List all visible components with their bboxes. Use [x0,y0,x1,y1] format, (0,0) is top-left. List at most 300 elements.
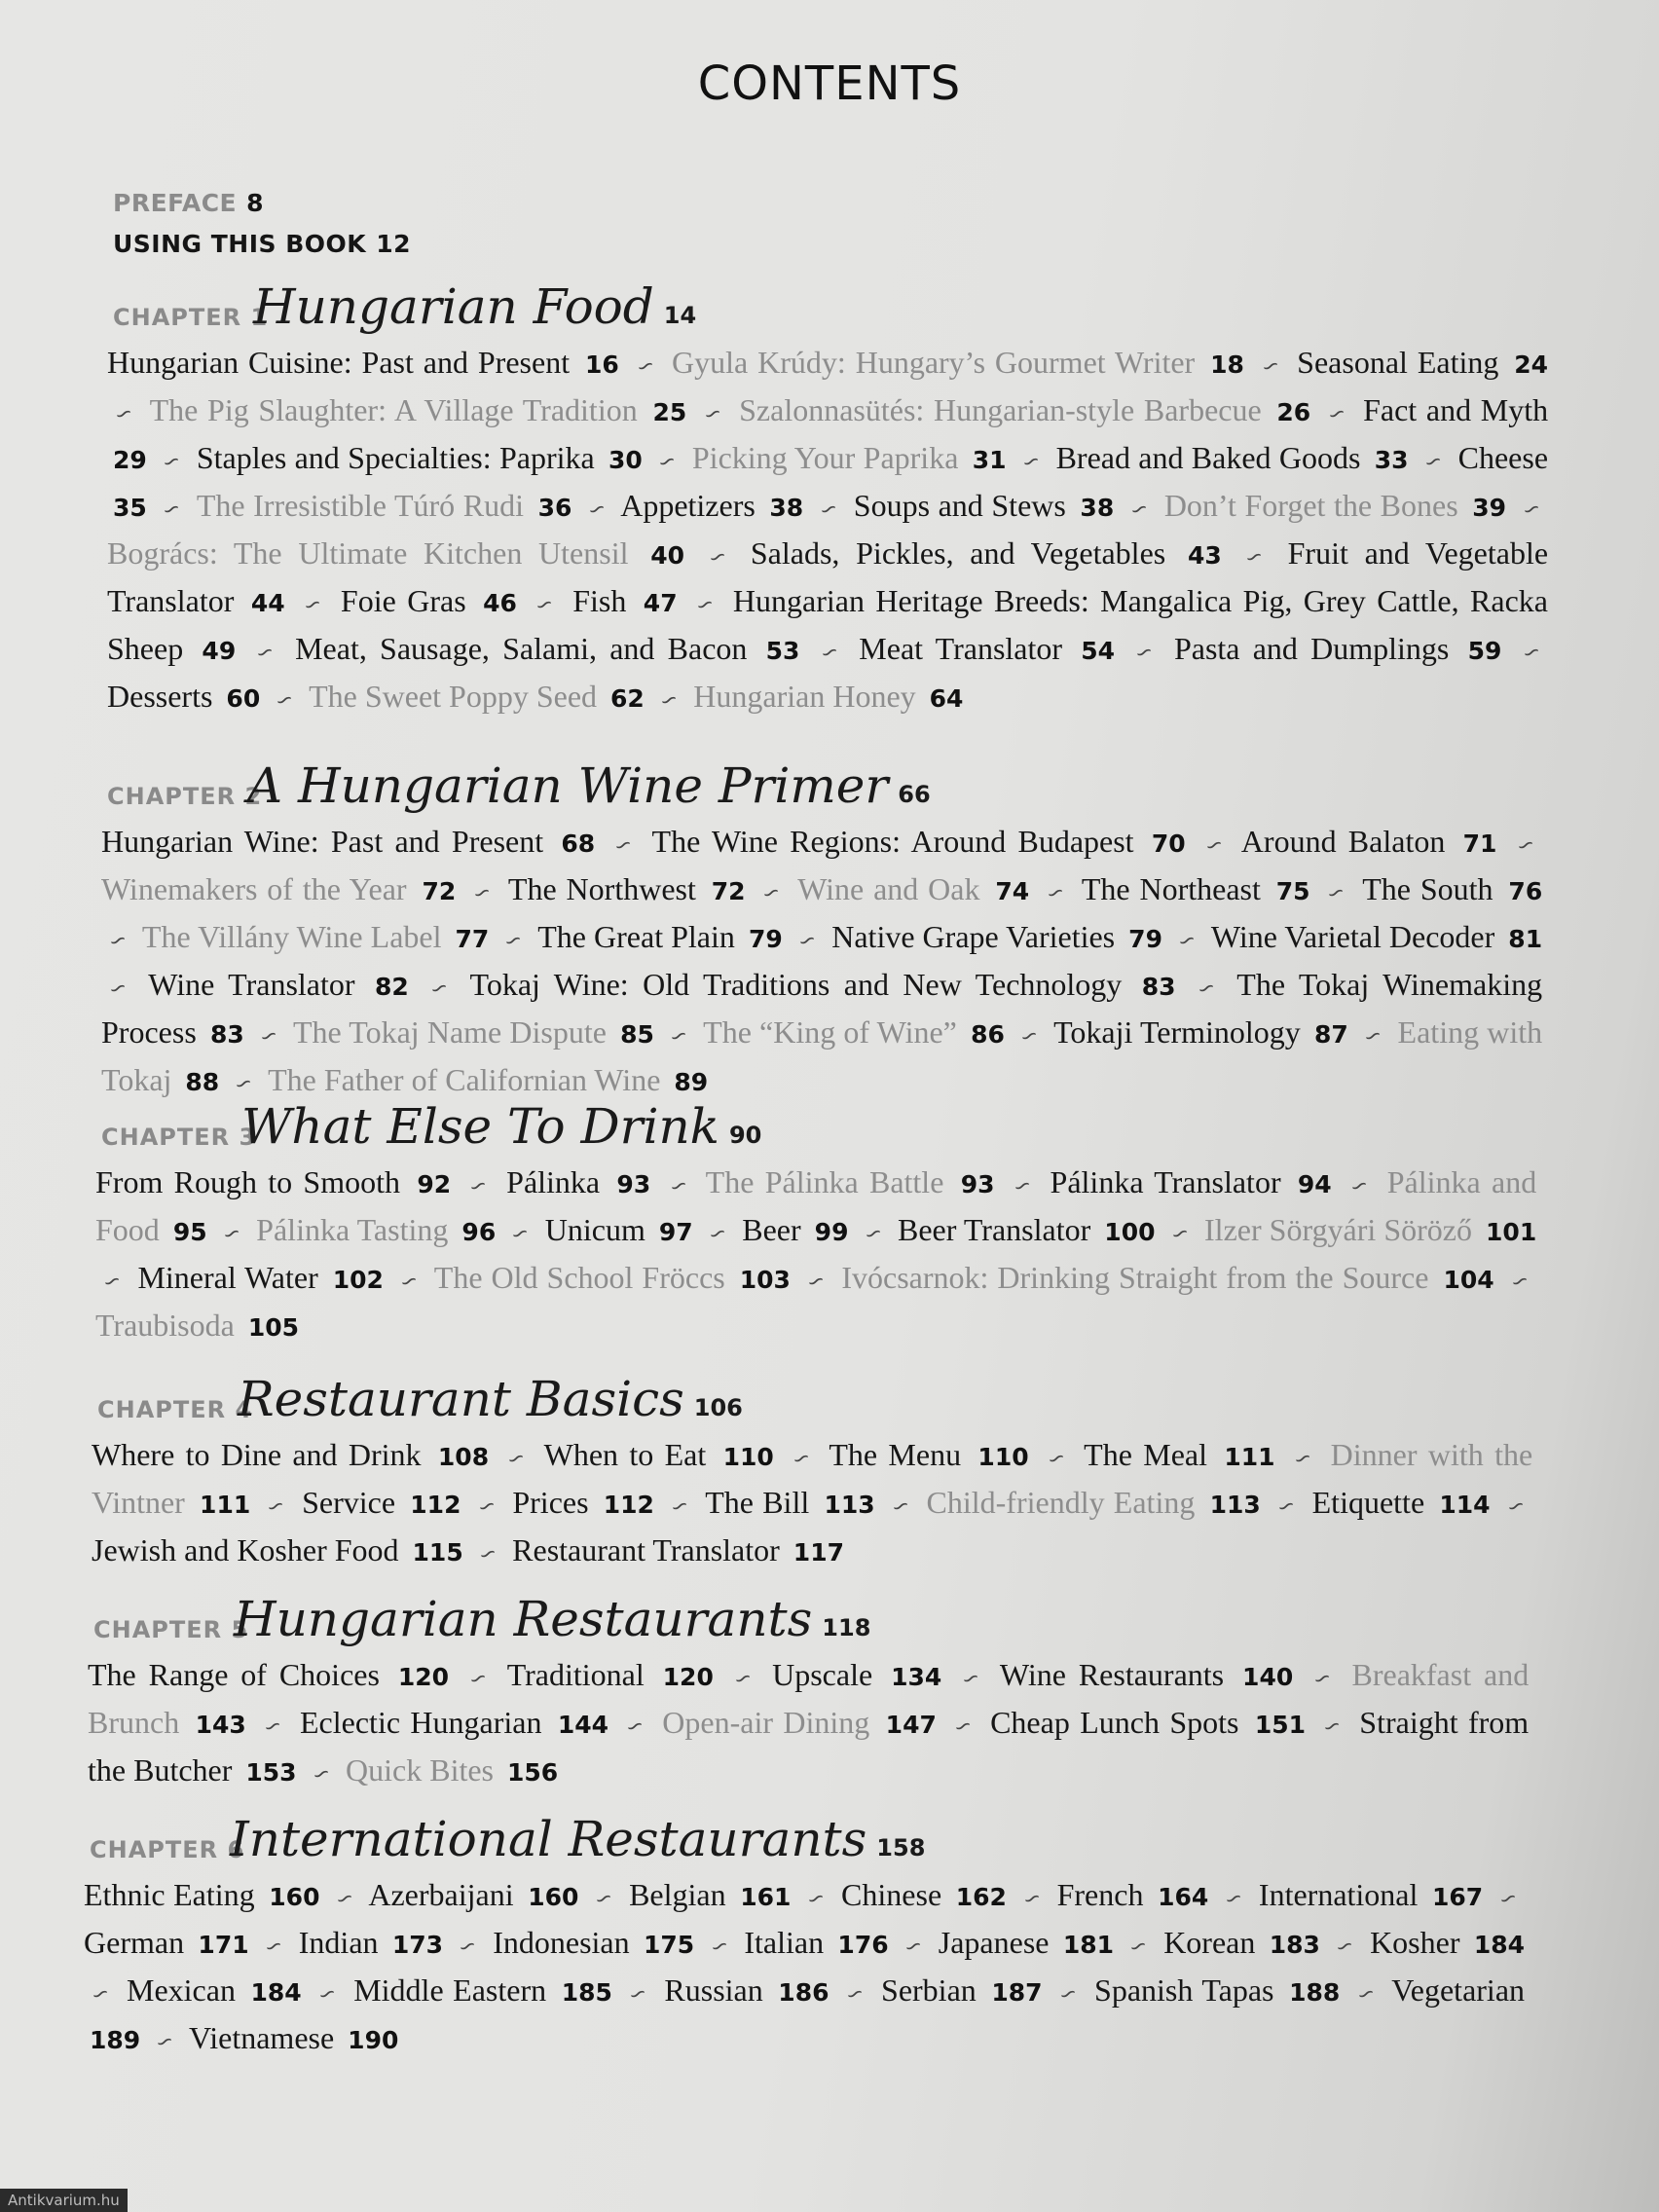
toc-entry-page: 70 [1151,830,1186,858]
swirl-ornament-icon: ∽ [583,495,610,525]
swirl-ornament-icon: ∽ [252,638,279,668]
chapter-label: CHAPTER 1 [113,304,269,331]
toc-entry[interactable] [341,583,517,618]
swirl-ornament-icon: ∽ [455,1932,482,1962]
toc-entry[interactable] [1174,631,1501,666]
toc-entry-title: The Pig Slaughter: A Village Tradition [149,392,638,427]
toc-entry-title: Desserts [107,679,213,714]
toc-entry[interactable] [772,1657,941,1692]
toc-entry-page: 134 [891,1663,942,1691]
toc-entry[interactable] [662,1705,937,1740]
swirl-ornament-icon: ∽ [590,1884,617,1914]
toc-entry[interactable] [299,1925,443,1960]
toc-entry-page: 79 [1128,925,1162,953]
toc-entry-title: Pálinka and Food [95,1164,1537,1247]
toc-entry-title: The South [1362,871,1493,906]
chapter-page: 106 [693,1394,743,1421]
toc-entry-page: 16 [585,350,619,379]
toc-entry-page: 161 [740,1883,792,1911]
toc-entry-title: Pálinka Tasting [256,1212,449,1247]
toc-entry[interactable] [854,488,1114,523]
toc-entry-page: 181 [1062,1931,1115,1959]
toc-entry[interactable] [1211,919,1542,954]
toc-entry-title: Ivócsarnok: Drinking Straight from the Source [841,1260,1429,1295]
swirl-ornament-icon: ∽ [802,1884,830,1914]
toc-entry-page: 79 [748,925,783,953]
swirl-ornament-icon: ∽ [1017,447,1045,477]
toc-entry-page: 101 [1486,1218,1537,1246]
toc-entry[interactable] [706,1164,995,1199]
swirl-ornament-icon: ∽ [957,1664,985,1694]
front-matter [113,183,411,265]
toc-entry[interactable] [1204,1212,1536,1247]
toc-entry-title: Tokaj Wine: Old Traditions and New Technology [469,967,1123,1002]
toc-entry-title: Szalonnasütés: Hungarian-style Barbecue [739,392,1262,427]
toc-entry[interactable] [92,1437,489,1472]
swirl-ornament-icon: ∽ [473,1492,500,1522]
swirl-ornament-icon: ∽ [841,1979,868,2009]
toc-entry[interactable] [150,392,687,427]
chapter-page: 158 [876,1834,926,1862]
toc-entry[interactable] [507,1657,714,1692]
toc-entry-page: 44 [250,589,285,617]
toc-entry-title: Salads, Pickles, and Vegetables [750,535,1166,571]
toc-entry-title: Ethnic Eating [84,1877,255,1912]
toc-entry[interactable] [841,1877,1007,1912]
toc-entry[interactable] [1297,345,1548,380]
chapter-4 [92,1373,1532,1576]
toc-entry-title: The Irresistible Túró Rudi [196,488,524,523]
chapter-label: CHAPTER 2 [107,783,263,810]
toc-entry[interactable] [1053,1014,1348,1050]
toc-entry-page: 36 [537,494,572,522]
toc-entry-title: Traditional [506,1657,645,1692]
toc-entry[interactable] [88,1657,449,1692]
toc-entry-title: Where to Dine and Drink [92,1437,422,1472]
toc-entry[interactable] [537,919,782,954]
toc-entry-page: 167 [1432,1883,1484,1911]
chapter-page: 14 [663,302,697,329]
toc-entry[interactable] [1241,824,1497,859]
toc-entry[interactable] [664,1972,829,2008]
toc-entry[interactable] [898,1212,1155,1247]
toc-entry[interactable] [1312,1485,1491,1520]
toc-entry-page: 87 [1313,1020,1348,1049]
chapter-entries [107,341,1548,722]
toc-entry-title: The Wine Regions: Around Budapest [651,824,1134,859]
swirl-ornament-icon: ∽ [887,1492,914,1522]
toc-entry[interactable] [92,1532,463,1567]
toc-entry[interactable] [859,631,1115,666]
toc-entry[interactable] [927,1485,1261,1520]
toc-entry-page: 115 [412,1538,463,1567]
toc-entry[interactable] [545,1212,693,1247]
toc-entry[interactable] [620,488,803,523]
toc-entry[interactable] [107,345,619,380]
chapter-label: CHAPTER 5 [93,1616,249,1643]
swirl-ornament-icon: ∽ [816,638,843,668]
swirl-ornament-icon: ∽ [1043,1444,1070,1474]
toc-entry-title: Eclectic Hungarian [300,1705,542,1740]
toc-entry[interactable] [302,1485,461,1520]
chapter-heading[interactable] [95,1100,1536,1157]
toc-entry[interactable] [197,440,643,475]
swirl-ornament-icon: ∽ [1494,1884,1522,1914]
toc-entry[interactable] [107,679,260,714]
toc-entry[interactable] [1362,871,1542,906]
swirl-ornament-icon: ∽ [98,1267,126,1297]
toc-entry-page: 64 [929,684,964,713]
swirl-ornament-icon: ∽ [464,1171,493,1201]
toc-entry-page: 187 [991,1978,1043,2007]
toc-entry-page: 111 [200,1491,251,1519]
toc-entry[interactable] [1082,871,1310,906]
toc-entry-title: Pálinka Translator [1050,1164,1281,1199]
swirl-ornament-icon: ∽ [1193,974,1220,1004]
toc-entry[interactable] [692,440,1007,475]
swirl-ornament-icon: ∽ [531,590,559,620]
toc-entry[interactable] [1259,1877,1483,1912]
swirl-ornament-icon: ∽ [758,878,786,908]
swirl-ornament-icon: ∽ [1502,1492,1530,1522]
toc-entry[interactable] [1056,440,1409,475]
chapter-heading[interactable] [107,280,1548,337]
toc-entry[interactable] [841,1260,1493,1295]
toc-entry[interactable] [142,919,489,954]
toc-entry-page: 72 [711,877,746,905]
swirl-ornament-icon: ∽ [1220,1884,1247,1914]
toc-entry[interactable] [148,967,408,1002]
toc-entry-page: 160 [269,1883,320,1911]
toc-entry-page: 25 [652,398,687,426]
swirl-ornament-icon: ∽ [900,1932,927,1962]
chapter-entries [92,1433,1532,1576]
toc-entry[interactable] [1370,1925,1525,1960]
toc-entry[interactable] [652,824,1186,859]
swirl-ornament-icon: ∽ [151,2027,179,2057]
toc-entry-title: The Northeast [1081,871,1261,906]
chapter-label: CHAPTER 3 [101,1124,257,1151]
toc-entry[interactable] [693,679,963,714]
toc-entry[interactable] [939,1925,1114,1960]
chapter-heading[interactable] [92,1373,1532,1429]
toc-entry-title: Picking Your Paprika [691,440,959,475]
toc-entry-title: Ilzer Sörgyári Söröző [1204,1212,1472,1247]
toc-entry[interactable] [881,1972,1042,2008]
swirl-ornament-icon: ∽ [949,1712,977,1742]
chapter-heading[interactable] [84,1813,1525,1869]
chapter-heading[interactable] [101,759,1542,816]
toc-entry[interactable] [137,1260,384,1295]
toc-entry-page: 110 [722,1443,774,1471]
toc-entry[interactable] [101,824,595,859]
toc-entry-title: Child-friendly Eating [926,1485,1196,1520]
swirl-ornament-icon: ∽ [260,1932,287,1962]
toc-entry-title: Cheap Lunch Spots [990,1705,1239,1740]
toc-entry[interactable] [368,1877,578,1912]
swirl-ornament-icon: ∽ [1331,1932,1359,1962]
toc-entry[interactable] [493,1925,694,1960]
toc-entry-title: Appetizers [620,488,756,523]
toc-entry-page: 113 [824,1491,875,1519]
toc-entry-title: Don’t Forget the Bones [1163,488,1458,523]
toc-entry-page: 173 [391,1931,444,1959]
toc-entry-page: 29 [113,446,147,474]
toc-entry-title: Seasonal Eating [1297,345,1499,380]
toc-entry-page: 117 [793,1538,844,1567]
toc-entry[interactable] [1094,1972,1340,2008]
toc-entry-page: 83 [1141,973,1176,1001]
toc-entry-page: 108 [437,1443,490,1471]
toc-entry-title: Native Grape Varieties [831,919,1116,954]
swirl-ornament-icon: ∽ [1323,878,1350,908]
chapter-entries [95,1161,1536,1349]
toc-entry[interactable] [84,1877,319,1912]
toc-entry[interactable] [751,535,1222,571]
swirl-ornament-icon: ∽ [860,1219,887,1249]
toc-entry[interactable] [506,1164,650,1199]
toc-entry-title: Fact and Myth [1363,392,1549,427]
toc-entry[interactable] [353,1972,612,2008]
toc-entry-title: The Meal [1084,1437,1207,1472]
toc-entry[interactable] [544,1437,774,1472]
toc-entry-page: 112 [603,1491,654,1519]
swirl-ornament-icon: ∽ [802,1267,830,1297]
toc-entry[interactable] [197,488,572,523]
toc-entry[interactable] [295,631,799,666]
toc-entry[interactable] [831,919,1162,954]
toc-entry-title: The Great Plain [537,919,735,954]
toc-entry[interactable] [572,583,677,618]
toc-entry[interactable] [739,392,1310,427]
chapter-page: 118 [822,1614,871,1641]
toc-entry-page: 189 [90,2026,141,2054]
chapter-entries [88,1653,1529,1796]
toc-entry[interactable] [629,1877,791,1912]
swirl-ornament-icon: ∽ [1241,542,1269,572]
toc-entry-page: 162 [955,1883,1007,1911]
toc-entry-title: Eating with Tokaj [101,1014,1543,1097]
toc-entry-page: 38 [769,494,804,522]
swirl-ornament-icon: ∽ [625,1979,652,2009]
swirl-ornament-icon: ∽ [503,1444,531,1474]
toc-entry[interactable] [703,1014,1005,1050]
swirl-ornament-icon: ∽ [1289,1444,1316,1474]
toc-entry-page: 147 [885,1711,937,1739]
toc-entry-page: 99 [814,1218,849,1246]
toc-entry-title: The Pálinka Battle [705,1164,944,1199]
toc-entry-title: Spanish Tapas [1094,1972,1274,2008]
toc-entry-page: 113 [1209,1491,1261,1519]
chapter-2 [101,759,1542,1106]
chapter-label: CHAPTER 6 [90,1836,245,1863]
swirl-ornament-icon: ∽ [474,1539,501,1569]
toc-entry[interactable] [95,1164,451,1199]
swirl-ornament-icon: ∽ [104,926,131,956]
swirl-ornament-icon: ∽ [1015,1021,1043,1051]
toc-entry-page: 183 [1269,1931,1320,1959]
toc-entry-page: 59 [1467,637,1502,665]
toc-entry[interactable] [434,1260,791,1295]
toc-entry-page: 171 [198,1931,249,1959]
toc-entry[interactable] [189,2020,398,2055]
toc-entry-page: 164 [1158,1883,1209,1911]
toc-entry-title: Cheese [1457,440,1549,475]
toc-entry-page: 24 [1514,350,1549,379]
front-item-preface[interactable] [113,183,411,224]
toc-entry-page: 72 [422,877,457,905]
toc-entry-title: Hungarian Wine: Past and Present [101,824,544,859]
chapter-1 [107,280,1548,722]
toc-entry-title: The “King of Wine” [703,1014,957,1050]
toc-entry-page: 43 [1187,541,1222,570]
toc-entry-page: 184 [1473,1931,1526,1959]
chapter-title: Hungarian Food 14 [253,278,697,335]
toc-entry[interactable] [705,1485,874,1520]
toc-entry[interactable] [84,1925,249,1960]
toc-entry-page: 151 [1254,1711,1307,1739]
toc-entry[interactable] [1084,1437,1274,1472]
swirl-ornament-icon: ∽ [1352,1979,1380,2009]
swirl-ornament-icon: ∽ [425,974,454,1004]
toc-entry[interactable] [512,1532,844,1567]
toc-entry[interactable] [256,1212,496,1247]
toc-entry-title: Service [302,1485,396,1520]
toc-entry[interactable] [1163,1925,1320,1960]
toc-entry[interactable] [1057,1877,1209,1912]
swirl-ornament-icon: ∽ [506,1219,535,1249]
swirl-ornament-icon: ∽ [815,495,842,525]
swirl-ornament-icon: ∽ [1309,1664,1336,1694]
toc-entry[interactable] [95,1308,299,1343]
toc-entry[interactable] [1051,1164,1332,1199]
toc-entry[interactable] [309,679,645,714]
toc-entry-title: Fruit and Vegetable Translator [107,535,1549,618]
swirl-ornament-icon: ∽ [729,1664,756,1694]
toc-entry-title: Japanese [938,1925,1050,1960]
toc-entry[interactable] [268,1062,708,1097]
toc-entry-title: The Father of Californian Wine [268,1062,661,1097]
front-item-label: PREFACE [113,189,238,217]
swirl-ornament-icon: ∽ [788,1444,815,1474]
toc-entry[interactable] [797,871,1029,906]
toc-entry[interactable] [672,345,1244,380]
toc-entry-page: 30 [608,446,643,474]
chapter-heading[interactable] [88,1593,1529,1649]
toc-entry-page: 53 [765,637,800,665]
swirl-ornament-icon: ∽ [1346,1171,1373,1201]
swirl-ornament-icon: ∽ [263,1492,290,1522]
chapter-label: CHAPTER 4 [97,1396,253,1423]
toc-entry-page: 114 [1439,1491,1491,1519]
toc-entry-page: 188 [1289,1978,1341,2007]
toc-entry-title: The Range of Choices [88,1657,380,1692]
swirl-ornament-icon: ∽ [1319,1712,1346,1742]
toc-entry-page: 160 [528,1883,579,1911]
swirl-ornament-icon: ∽ [666,1492,694,1522]
toc-entry-title: The Old School Fröccs [433,1260,725,1295]
toc-entry-page: 102 [332,1266,384,1294]
swirl-ornament-icon: ∽ [1018,1884,1046,1914]
toc-entry[interactable] [744,1925,888,1960]
toc-entry-title: Beer Translator [898,1212,1091,1247]
toc-entry-title: Bread and Baked Goods [1055,440,1361,475]
toc-entry[interactable] [1164,488,1506,523]
toc-entry-title: Upscale [772,1657,873,1692]
toc-entry[interactable] [508,871,746,906]
toc-entry-title: Vietnamese [189,2020,335,2055]
toc-entry-title: The Menu [829,1437,962,1472]
swirl-ornament-icon: ∽ [610,830,638,861]
toc-entry-page: 190 [348,2026,399,2054]
toc-entry-title: The Northwest [507,871,696,906]
toc-entry[interactable] [300,1705,608,1740]
swirl-ornament-icon: ∽ [793,926,821,956]
toc-entry[interactable] [1000,1657,1293,1692]
toc-entry-page: 120 [662,1663,714,1691]
toc-entry-page: 76 [1508,877,1543,905]
chapter-entries [84,1873,1525,2064]
chapter-entries [101,820,1542,1106]
swirl-ornament-icon: ∽ [704,1219,731,1249]
swirl-ornament-icon: ∽ [499,926,528,956]
toc-entry-title: Vegetarian [1391,1972,1526,2008]
toc-entry-page: 112 [410,1491,461,1519]
toc-entry[interactable] [742,1212,848,1247]
toc-entry[interactable] [512,1485,654,1520]
toc-entry[interactable] [107,535,684,571]
swirl-ornament-icon: ∽ [665,1021,692,1051]
toc-entry-page: 92 [417,1170,452,1198]
chapter-title: A Hungarian Wine Primer 66 [247,757,931,814]
swirl-ornament-icon: ∽ [1359,1021,1386,1051]
swirl-ornament-icon: ∽ [653,447,681,477]
toc-entry-page: 96 [461,1218,497,1246]
toc-entry-page: 175 [643,1931,695,1959]
toc-entry-title: Staples and Specialties: Paprika [196,440,595,475]
swirl-ornament-icon: ∽ [1173,926,1200,956]
toc-entry[interactable] [470,967,1176,1002]
toc-entry[interactable] [346,1752,558,1788]
swirl-ornament-icon: ∽ [1042,878,1069,908]
toc-entry-title: Wine Restaurants [999,1657,1225,1692]
toc-entry-page: 68 [561,830,596,858]
front-item-using-this-book[interactable] [113,224,411,265]
toc-entry-page: 40 [650,541,684,570]
toc-entry[interactable] [990,1705,1306,1740]
toc-entry-title: Prices [512,1485,589,1520]
toc-entry-title: Fish [572,583,627,618]
swirl-ornament-icon: ∽ [632,351,659,382]
toc-entry-title: Hungarian Cuisine: Past and Present [107,345,571,380]
toc-entry-page: 18 [1210,350,1244,379]
toc-entry-title: Serbian [881,1972,977,2008]
toc-entry-page: 31 [972,446,1007,474]
toc-entry[interactable] [293,1014,654,1050]
toc-entry-page: 97 [658,1218,693,1246]
swirl-ornament-icon: ∽ [299,590,326,620]
toc-entry[interactable] [829,1437,1028,1472]
toc-entry[interactable] [101,871,456,906]
toc-entry-title: Mineral Water [137,1260,318,1295]
toc-entry[interactable] [127,1972,302,2008]
toc-entry-title: Middle Eastern [353,1972,547,2008]
toc-entry-page: 39 [1472,494,1507,522]
chapter-title: What Else To Drink 90 [241,1098,762,1155]
page-title: CONTENTS [697,56,962,111]
toc-entry-page: 74 [995,877,1030,905]
toc-entry-page: 81 [1508,925,1543,953]
